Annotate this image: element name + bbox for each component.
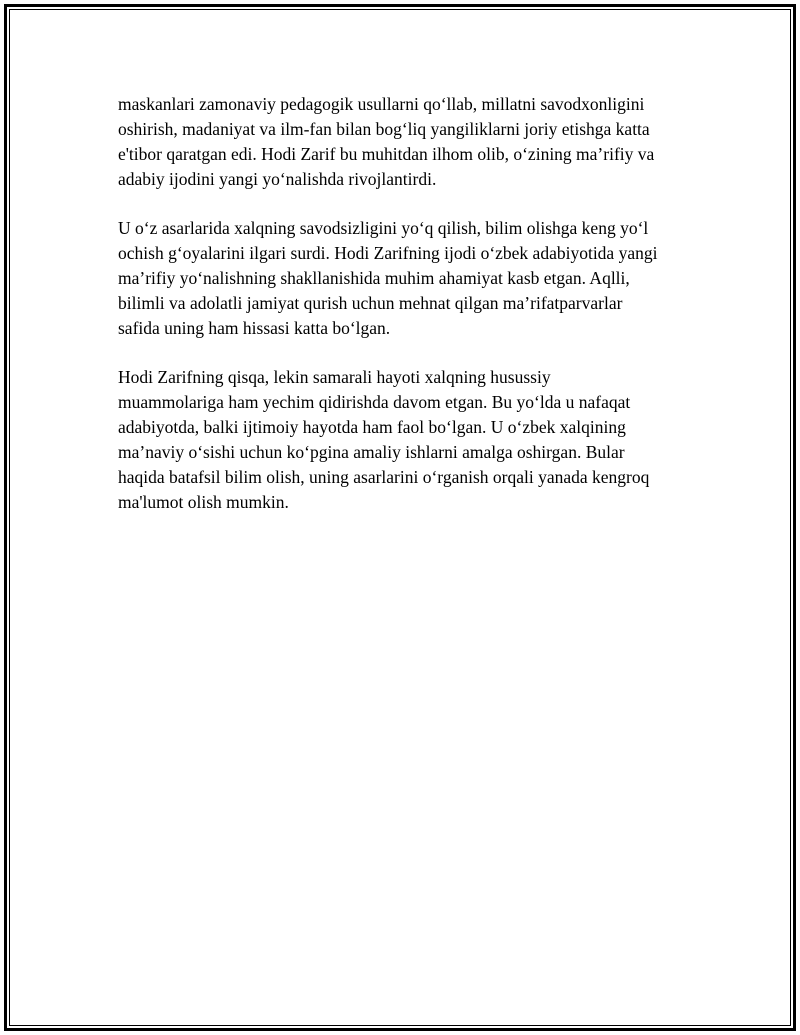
paragraph-3 xyxy=(118,365,698,515)
text-line: maskanlari zamonaviy pedagogik usullarni qo‘llab, millatni savodxonligini xyxy=(118,94,645,114)
text-line: ma’naviy o‘sishi uchun ko‘pgina amaliy ishlarni amalga oshirgan. Bular xyxy=(118,442,625,462)
text-line: e'tibor qaratgan edi. Hodi Zarif bu muhitdan ilhom olib, o‘zining ma’rifiy va xyxy=(118,144,655,164)
paragraph-1 xyxy=(118,92,698,192)
text-line: safida uning ham hissasi katta bo‘lgan. xyxy=(118,318,391,338)
paragraph-2 xyxy=(118,216,698,341)
text-line: ochish g‘oyalarini ilgari surdi. Hodi Zarifning ijodi o‘zbek adabiyotida yangi xyxy=(118,243,658,263)
text-line: ma'lumot olish mumkin. xyxy=(118,492,289,512)
text-line: U o‘z asarlarida xalqning savodsizligini yo‘q qilish, bilim olishga keng yo‘l xyxy=(118,218,649,238)
text-line: Hodi Zarifning qisqa, lekin samarali hayoti xalqning husussiy xyxy=(118,367,551,387)
text-line: haqida batafsil bilim olish, uning asarlarini o‘rganish orqali yanada kengroq xyxy=(118,467,650,487)
text-line: oshirish, madaniyat va ilm-fan bilan bog‘liq yangiliklarni joriy etishga katta xyxy=(118,119,650,139)
text-line: bilimli va adolatli jamiyat qurish uchun mehnat qilgan ma’rifatparvarlar xyxy=(118,293,623,313)
text-line: adabiy ijodini yangi yo‘nalishda rivojlantirdi. xyxy=(118,169,437,189)
text-line: adabiyotda, balki ijtimoiy hayotda ham faol bo‘lgan. U o‘zbek xalqining xyxy=(118,417,626,437)
text-line: ma’rifiy yo‘nalishning shakllanishida muhim ahamiyat kasb etgan. Aqlli, xyxy=(118,268,630,288)
text-line: muammolariga ham yechim qidirishda davom etgan. Bu yo‘lda u nafaqat xyxy=(118,392,631,412)
document-body xyxy=(118,92,698,539)
